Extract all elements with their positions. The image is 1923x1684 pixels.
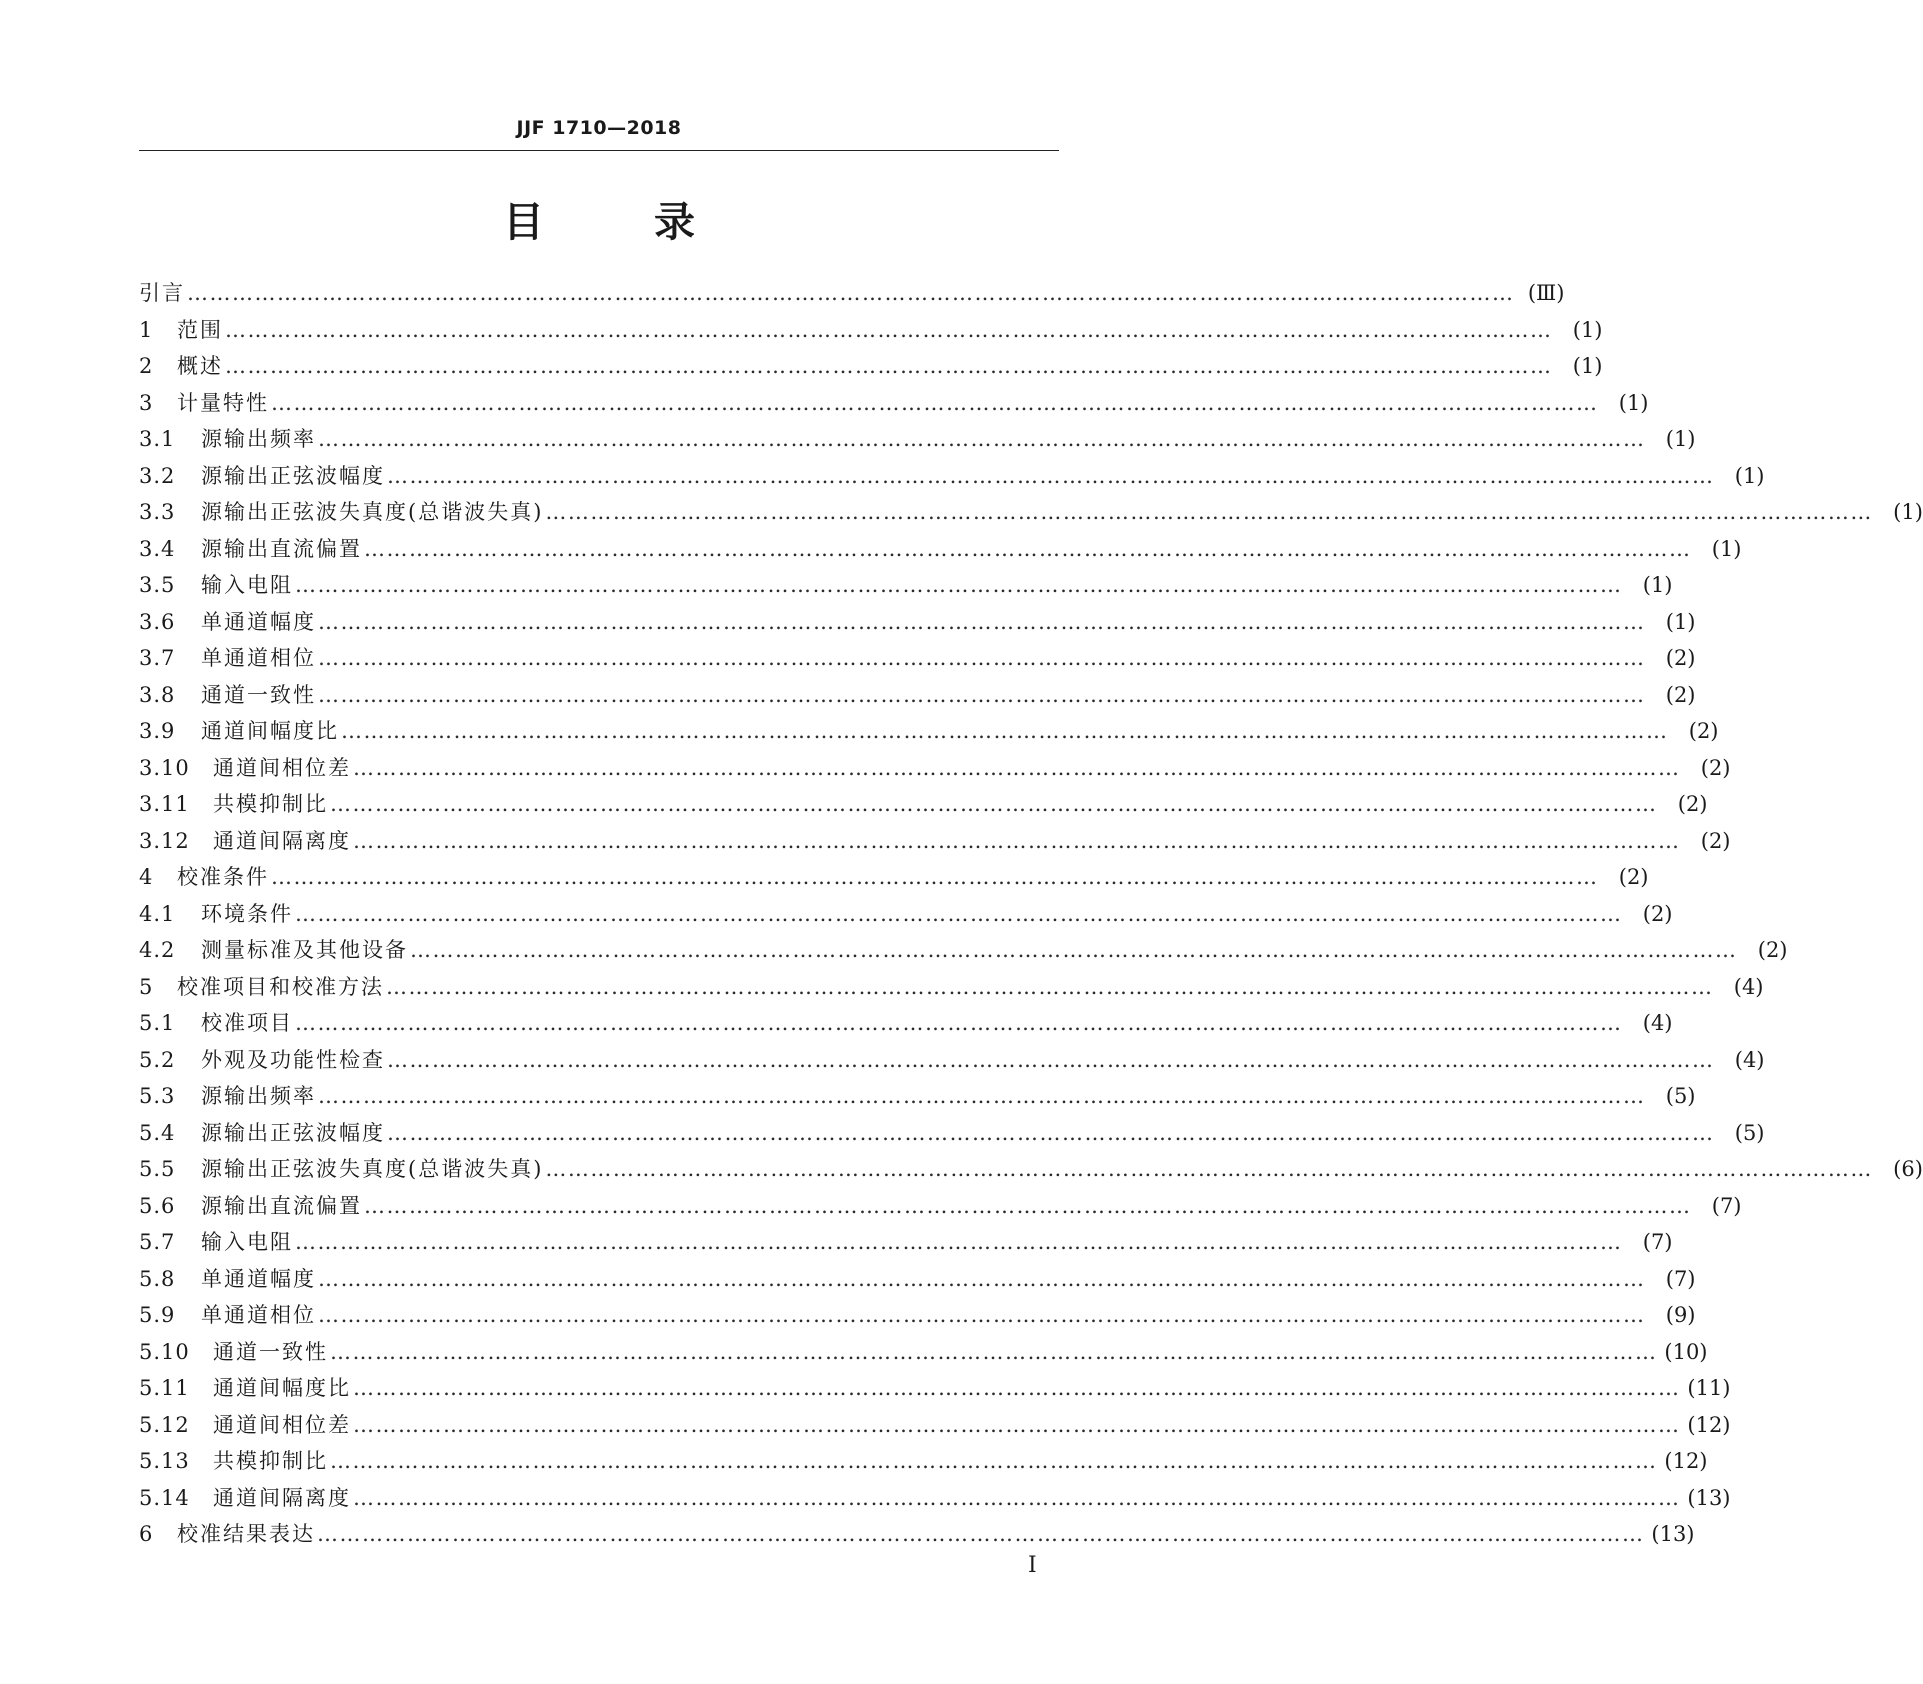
toc-entry-number: 5.5 xyxy=(139,1157,176,1181)
toc-entry[interactable] xyxy=(139,1519,1695,1556)
toc-entry[interactable] xyxy=(139,1227,1673,1264)
toc-entry[interactable] xyxy=(139,497,1923,534)
toc-entry[interactable] xyxy=(139,461,1765,498)
toc-entry-number: 4 xyxy=(139,865,154,889)
toc-entry-title: 共模抑制比 xyxy=(213,1449,328,1473)
toc-entry[interactable] xyxy=(139,753,1731,790)
toc-entry-number: 3.12 xyxy=(139,828,190,853)
toc-entry-title: 通道间相位差 xyxy=(213,755,351,780)
toc-leader-dots: …………………………………………………………………………………………………………………………………………………………… xyxy=(318,646,1646,670)
toc-leader-dots: …………………………………………………………………………………………………………………………………………………………… xyxy=(318,1303,1646,1327)
toc-entry-title: 通道间幅度比 xyxy=(213,1376,351,1400)
toc-entry-page: (1) xyxy=(1665,609,1696,634)
toc-leader-dots: …………………………………………………………………………………………………………………………………………………………… xyxy=(387,1120,1715,1145)
toc-entry[interactable] xyxy=(139,1045,1765,1082)
toc-entry-number: 5.4 xyxy=(139,1120,176,1145)
toc-entry-number: 5.3 xyxy=(139,1084,176,1108)
toc-leader-dots: …………………………………………………………………………………………………………………………………………………………… xyxy=(295,901,1623,926)
toc-entry-number: 5.10 xyxy=(139,1339,190,1364)
toc-entry-page: (4) xyxy=(1733,974,1764,999)
toc-entry-number: 1 xyxy=(139,317,154,342)
toc-entry-number: 4.2 xyxy=(139,938,176,962)
toc-leader-dots: …………………………………………………………………………………………………………………………………………………………… xyxy=(330,1339,1658,1364)
toc-entry[interactable] xyxy=(139,935,1788,972)
toc-leader-dots: …………………………………………………………………………………………………………………………………………………………… xyxy=(353,755,1681,780)
toc-entry[interactable] xyxy=(139,607,1696,644)
toc-entry[interactable] xyxy=(139,534,1742,571)
toc-entry-number: 3.1 xyxy=(139,427,176,451)
toc-entry-number: 5.13 xyxy=(139,1449,190,1473)
toc-entry-page: (2) xyxy=(1677,792,1708,816)
toc-entry-number: 3.7 xyxy=(139,646,176,670)
toc-leader-dots: …………………………………………………………………………………………………………………………………………………………… xyxy=(318,1084,1646,1108)
toc-entry-title: 计量特性 xyxy=(177,390,269,415)
toc-entry[interactable] xyxy=(139,972,1764,1009)
toc-entry-number: 3.9 xyxy=(139,719,176,743)
toc-leader-dots: …………………………………………………………………………………………………………………………………………………………… xyxy=(318,427,1646,451)
toc-entry-page: (1) xyxy=(1893,500,1923,524)
toc-entry[interactable] xyxy=(139,1446,1708,1483)
toc-entry-title: 源输出正弦波幅度 xyxy=(201,1120,385,1145)
toc-entry[interactable] xyxy=(139,789,1708,826)
toc-entry-title: 引言 xyxy=(139,281,185,305)
toc-entry-number: 5.2 xyxy=(139,1047,176,1072)
toc-entry-number: 5 xyxy=(139,974,154,999)
toc-entry-title: 校准项目和校准方法 xyxy=(177,974,384,999)
toc-leader-dots: …………………………………………………………………………………………………………………………………………………………… xyxy=(295,573,1623,597)
toc-leader-dots: …………………………………………………………………………………………………………………………………………………………… xyxy=(295,1011,1623,1035)
toc-entry-number: 5.12 xyxy=(139,1412,190,1437)
toc-entry[interactable] xyxy=(139,278,1565,315)
toc-entry-page: (5) xyxy=(1665,1084,1696,1108)
toc-entry-number: 2 xyxy=(139,354,154,378)
toc-leader-dots: …………………………………………………………………………………………………………………………………………………………… xyxy=(225,354,1553,378)
toc-entry-number: 5.14 xyxy=(139,1485,190,1510)
toc-entry-title: 通道间幅度比 xyxy=(201,719,339,743)
toc-entry-title: 源输出直流偏置 xyxy=(201,1193,362,1218)
toc-leader-dots: …………………………………………………………………………………………………………………………………………………………… xyxy=(353,828,1681,853)
toc-entry[interactable] xyxy=(139,1410,1731,1447)
toc-entry-page: (2) xyxy=(1642,901,1673,926)
toc-entry-title: 外观及功能性检查 xyxy=(201,1047,385,1072)
toc-leader-dots: …………………………………………………………………………………………………………………………………………………………… xyxy=(225,317,1553,342)
toc-leader-dots: …………………………………………………………………………………………………………………………………………………………… xyxy=(330,792,1658,816)
toc-leader-dots: …………………………………………………………………………………………………………………………………………………………… xyxy=(271,865,1599,889)
toc-entry-number: 5.6 xyxy=(139,1193,176,1218)
toc-entry-title: 通道间相位差 xyxy=(213,1412,351,1437)
toc-entry[interactable] xyxy=(139,862,1649,899)
toc-entry-number: 5.8 xyxy=(139,1266,176,1291)
toc-leader-dots: …………………………………………………………………………………………………………………………………………………………… xyxy=(330,1449,1658,1473)
toc-entry-page: (Ⅲ) xyxy=(1527,281,1565,305)
toc-entry[interactable] xyxy=(139,1008,1673,1045)
toc-entry[interactable] xyxy=(139,351,1603,388)
page-number: Ⅰ xyxy=(1028,1553,1037,1578)
toc-entry-title: 源输出正弦波幅度 xyxy=(201,463,385,488)
toc-entry[interactable] xyxy=(139,1191,1742,1228)
toc-leader-dots: …………………………………………………………………………………………………………………………………………………………… xyxy=(318,682,1646,707)
toc-title xyxy=(139,196,1059,248)
toc-leader-dots: …………………………………………………………………………………………………………………………………………………………… xyxy=(187,281,1515,305)
toc-entry-page: (12) xyxy=(1687,1412,1731,1437)
toc-entry-number: 5.7 xyxy=(139,1230,176,1254)
toc-entry-number: 5.1 xyxy=(139,1011,176,1035)
toc-entry-page: (10) xyxy=(1664,1339,1708,1364)
toc-leader-dots: …………………………………………………………………………………………………………………………………………………………… xyxy=(364,1193,1692,1218)
toc-entry-title: 单通道相位 xyxy=(201,646,316,670)
toc-entry-page: (13) xyxy=(1651,1522,1695,1546)
toc-entry[interactable] xyxy=(139,716,1719,753)
toc-entry-number: 3.4 xyxy=(139,536,176,561)
toc-entry-page: (2) xyxy=(1700,828,1731,853)
toc-entry-number: 3.10 xyxy=(139,755,190,780)
toc-leader-dots: …………………………………………………………………………………………………………………………………………………………… xyxy=(387,463,1715,488)
toc-leader-dots: …………………………………………………………………………………………………………………………………………………………… xyxy=(353,1485,1681,1510)
toc-entry-title: 校准结果表达 xyxy=(177,1522,315,1546)
toc-title-char-1: 目 xyxy=(503,198,544,246)
toc-entry-page: (13) xyxy=(1687,1485,1731,1510)
toc-entry[interactable] xyxy=(139,1337,1708,1374)
toc-entry-title: 通道间隔离度 xyxy=(213,1485,351,1510)
header-divider xyxy=(139,150,1059,151)
toc-entry-title: 源输出正弦波失真度(总谐波失真) xyxy=(201,1157,544,1181)
toc-leader-dots: …………………………………………………………………………………………………………………………………………………………… xyxy=(318,609,1646,634)
toc-entry-page: (1) xyxy=(1572,354,1603,378)
toc-entry-page: (4) xyxy=(1642,1011,1673,1035)
toc-leader-dots: …………………………………………………………………………………………………………………………………………………………… xyxy=(295,1230,1623,1254)
table-of-contents xyxy=(139,278,1923,1556)
toc-entry-number: 6 xyxy=(139,1522,154,1546)
toc-leader-dots: …………………………………………………………………………………………………………………………………………………………… xyxy=(387,1047,1715,1072)
toc-entry[interactable] xyxy=(139,1373,1731,1410)
toc-entry-number: 3.11 xyxy=(139,792,190,816)
toc-entry-page: (12) xyxy=(1664,1449,1708,1473)
toc-entry-page: (2) xyxy=(1665,646,1696,670)
toc-entry-page: (7) xyxy=(1642,1230,1673,1254)
toc-entry[interactable] xyxy=(139,1118,1765,1155)
toc-entry-page: (1) xyxy=(1711,536,1742,561)
toc-entry-title: 输入电阻 xyxy=(201,573,293,597)
toc-entry-page: (1) xyxy=(1734,463,1765,488)
toc-entry-title: 单通道相位 xyxy=(201,1303,316,1327)
toc-entry-page: (2) xyxy=(1700,755,1731,780)
toc-entry[interactable] xyxy=(139,1300,1696,1337)
toc-entry[interactable] xyxy=(139,388,1649,425)
toc-entry-page: (11) xyxy=(1687,1376,1731,1400)
toc-leader-dots: …………………………………………………………………………………………………………………………………………………………… xyxy=(353,1412,1681,1437)
toc-entry-page: (2) xyxy=(1688,719,1719,743)
toc-leader-dots: …………………………………………………………………………………………………………………………………………………………… xyxy=(545,1157,1873,1181)
toc-entry-title: 源输出频率 xyxy=(201,427,316,451)
toc-entry-title: 测量标准及其他设备 xyxy=(201,938,408,962)
toc-entry-title: 校准条件 xyxy=(177,865,269,889)
toc-entry-number: 5.11 xyxy=(139,1376,190,1400)
toc-entry[interactable] xyxy=(139,1264,1696,1301)
toc-entry-number: 3.3 xyxy=(139,500,176,524)
toc-entry-number: 3.5 xyxy=(139,573,176,597)
toc-entry-page: (5) xyxy=(1734,1120,1765,1145)
document-code-header: JJF 1710—2018 xyxy=(516,117,682,139)
toc-entry-title: 单通道幅度 xyxy=(201,1266,316,1291)
toc-entry-page: (7) xyxy=(1711,1193,1742,1218)
toc-entry[interactable] xyxy=(139,424,1696,461)
toc-entry[interactable] xyxy=(139,899,1673,936)
toc-leader-dots: …………………………………………………………………………………………………………………………………………………………… xyxy=(386,974,1714,999)
toc-entry-title: 环境条件 xyxy=(201,901,293,926)
toc-entry[interactable] xyxy=(139,1483,1731,1520)
toc-leader-dots: …………………………………………………………………………………………………………………………………………………………… xyxy=(317,1522,1645,1546)
toc-entry[interactable] xyxy=(139,643,1696,680)
toc-entry[interactable] xyxy=(139,1081,1696,1118)
toc-leader-dots: …………………………………………………………………………………………………………………………………………………………… xyxy=(545,500,1873,524)
toc-entry-title: 共模抑制比 xyxy=(213,792,328,816)
toc-entry-title: 范围 xyxy=(177,317,223,342)
toc-entry-number: 3 xyxy=(139,390,154,415)
toc-entry-number: 3.2 xyxy=(139,463,176,488)
toc-entry[interactable] xyxy=(139,570,1673,607)
toc-entry-page: (1) xyxy=(1618,390,1649,415)
toc-leader-dots: …………………………………………………………………………………………………………………………………………………………… xyxy=(410,938,1738,962)
toc-entry-title: 源输出直流偏置 xyxy=(201,536,362,561)
toc-entry-number: 4.1 xyxy=(139,901,176,926)
toc-entry-page: (2) xyxy=(1665,682,1696,707)
toc-entry-title: 校准项目 xyxy=(201,1011,293,1035)
toc-entry[interactable] xyxy=(139,315,1603,352)
toc-entry-title: 源输出频率 xyxy=(201,1084,316,1108)
toc-leader-dots: …………………………………………………………………………………………………………………………………………………………… xyxy=(318,1266,1646,1291)
toc-entry-page: (2) xyxy=(1618,865,1649,889)
toc-entry-title: 通道一致性 xyxy=(213,1339,328,1364)
toc-entry-title: 单通道幅度 xyxy=(201,609,316,634)
toc-entry-title: 通道一致性 xyxy=(201,682,316,707)
toc-leader-dots: …………………………………………………………………………………………………………………………………………………………… xyxy=(353,1376,1681,1400)
toc-entry-page: (1) xyxy=(1665,427,1696,451)
toc-entry-page: (4) xyxy=(1734,1047,1765,1072)
toc-entry[interactable] xyxy=(139,1154,1923,1191)
toc-entry-title: 输入电阻 xyxy=(201,1230,293,1254)
toc-entry-page: (1) xyxy=(1642,573,1673,597)
toc-entry-page: (6) xyxy=(1893,1157,1923,1181)
toc-entry-title: 通道间隔离度 xyxy=(213,828,351,853)
toc-entry-page: (2) xyxy=(1757,938,1788,962)
toc-entry-title: 源输出正弦波失真度(总谐波失真) xyxy=(201,500,544,524)
toc-leader-dots: …………………………………………………………………………………………………………………………………………………………… xyxy=(364,536,1692,561)
toc-leader-dots: …………………………………………………………………………………………………………………………………………………………… xyxy=(341,719,1669,743)
toc-entry-page: (1) xyxy=(1572,317,1603,342)
toc-entry-title: 概述 xyxy=(177,354,223,378)
toc-entry-page: (9) xyxy=(1665,1303,1696,1327)
toc-entry-number: 3.6 xyxy=(139,609,176,634)
toc-entry-page: (7) xyxy=(1665,1266,1696,1291)
toc-entry[interactable] xyxy=(139,826,1731,863)
toc-entry[interactable] xyxy=(139,680,1696,717)
toc-title-char-2: 录 xyxy=(654,198,695,246)
toc-entry-number: 3.8 xyxy=(139,682,176,707)
toc-entry-number: 5.9 xyxy=(139,1303,176,1327)
toc-leader-dots: …………………………………………………………………………………………………………………………………………………………… xyxy=(271,390,1599,415)
